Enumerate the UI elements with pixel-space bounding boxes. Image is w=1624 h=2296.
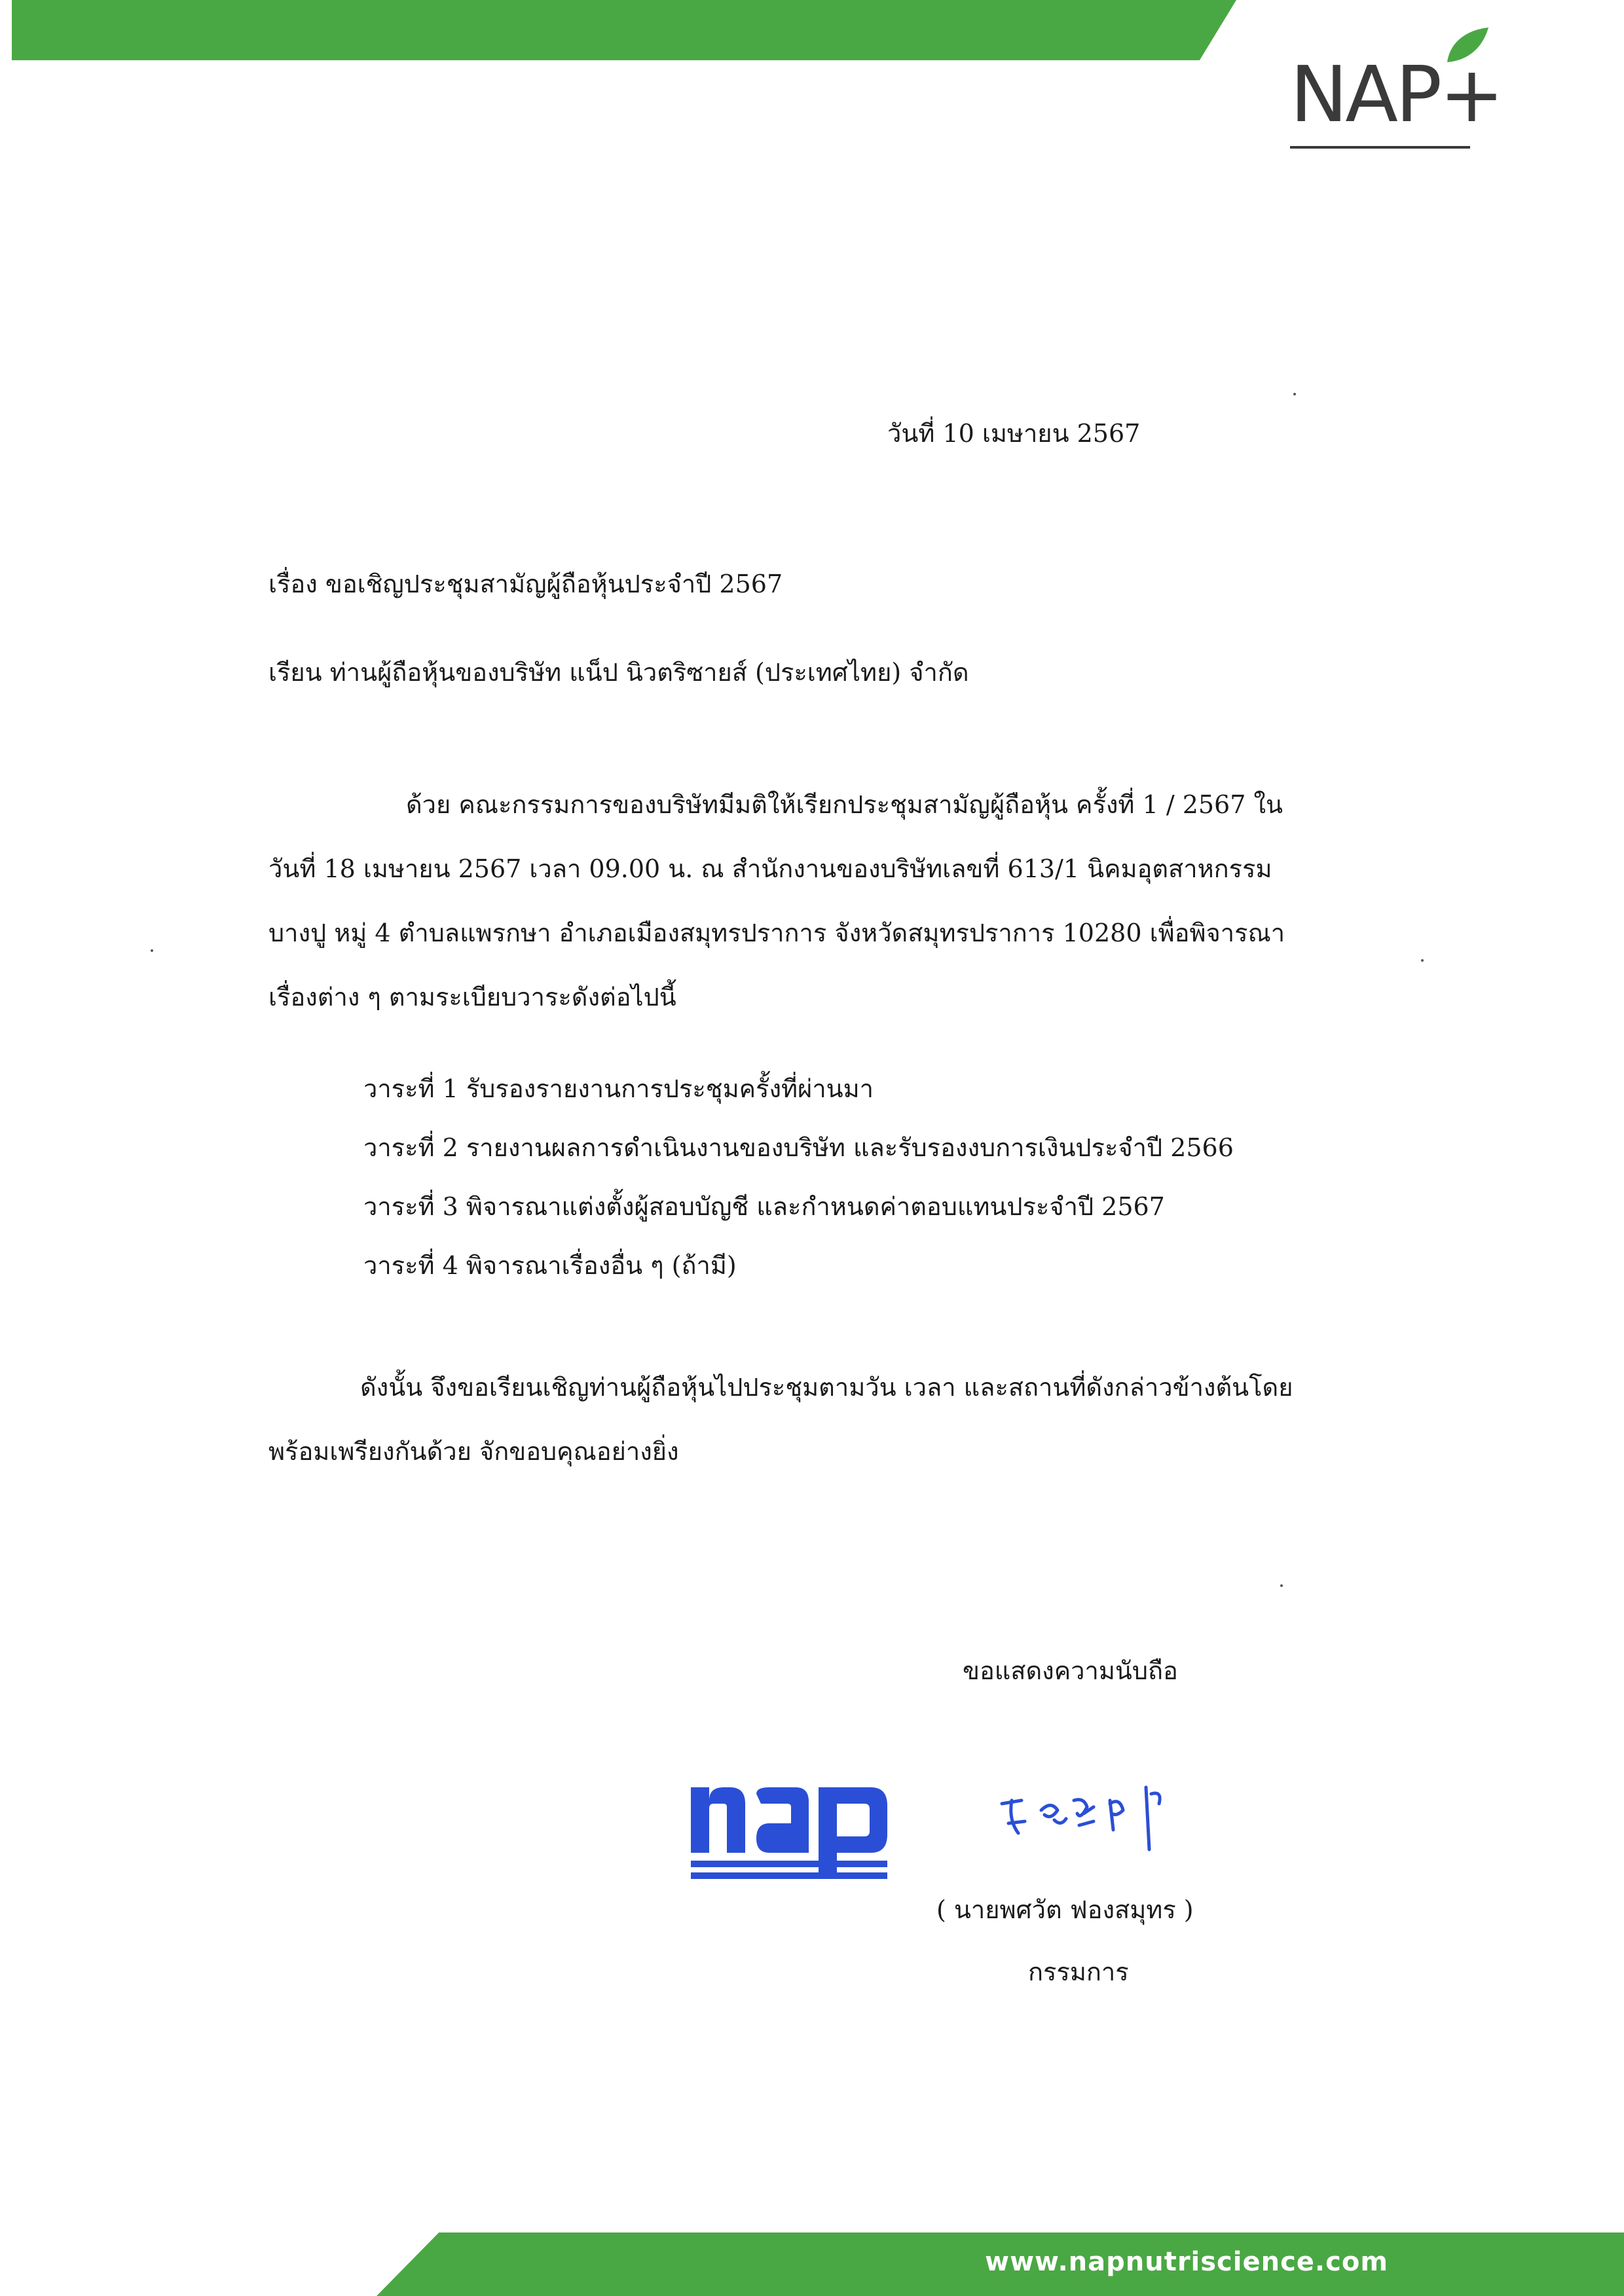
paragraph-line: วันที่ 18 เมษายน 2567 เวลา 09.00 น. ณ สำนักงานของบริษัทเลขที่ 613/1 นิคมอุตสาหกรรม — [268, 854, 1272, 883]
footer-website-link[interactable]: www.napnutriscience.com — [985, 2247, 1388, 2277]
logo-text: NAP+ — [1290, 49, 1502, 139]
agenda-item: วาระที่ 2 รายงานผลการดำเนินงานของบริษัท และรับรองงบการเงินประจำปี 2566 — [363, 1133, 1234, 1162]
agenda-list — [363, 1059, 1234, 1295]
letter-subject: เรื่อง ขอเชิญประชุมสามัญผู้ถือหุ้นประจำปี 2567 — [268, 570, 783, 598]
scan-speck — [1421, 959, 1424, 962]
signature — [989, 1774, 1198, 1859]
paragraph-line: พร้อมเพรียงกันด้วย จักขอบคุณอย่างยิ่ง — [268, 1437, 679, 1466]
header-green-band — [12, 0, 1236, 60]
company-logo — [1277, 26, 1500, 157]
scan-speck — [1293, 393, 1296, 395]
scan-speck — [1280, 1584, 1283, 1587]
paragraph-line: บางปู หมู่ 4 ตำบลแพรกษา อำเภอเมืองสมุทรปราการ จังหวัดสมุทรปราการ 10280 เพื่อพิจารณา — [268, 919, 1285, 947]
signer-title: กรรมการ — [1028, 1958, 1129, 1986]
paragraph-line: ด้วย คณะกรรมการของบริษัทมีมติให้เรียกประชุมสามัญผู้ถือหุ้น ครั้งที่ 1 / 2567 ใน — [406, 790, 1283, 819]
agenda-item: วาระที่ 3 พิจารณาแต่งตั้งผู้สอบบัญชี และกำหนดค่าตอบแทนประจำปี 2567 — [363, 1192, 1165, 1221]
agenda-item: วาระที่ 1 รับรองรายงานการประชุมครั้งที่ผ่านมา — [363, 1074, 874, 1103]
closing-salutation: ขอแสดงความนับถือ — [963, 1656, 1178, 1685]
logo-underline — [1290, 146, 1470, 149]
signer-name: ( นายพศวัต ฟองสมุทร ) — [936, 1895, 1194, 1924]
scan-speck — [151, 949, 153, 952]
agenda-item: วาระที่ 4 พิจารณาเรื่องอื่น ๆ (ถ้ามี) — [363, 1251, 737, 1280]
paragraph-intro — [268, 773, 1401, 1029]
paragraph-line: เรื่องต่าง ๆ ตามระเบียบวาระดังต่อไปนี้ — [268, 983, 676, 1011]
paragraph-line: ดังนั้น จึงขอเรียนเชิญท่านผู้ถือหุ้นไปประชุมตามวัน เวลา และสถานที่ดังกล่าวข้างต้นโดย — [360, 1373, 1293, 1402]
letter-date: วันที่ 10 เมษายน 2567 — [887, 419, 1141, 448]
company-stamp — [688, 1774, 897, 1886]
paragraph-invitation — [268, 1355, 1401, 1484]
letter-recipient: เรียน ท่านผู้ถือหุ้นของบริษัท แน็ป นิวตริซายส์ (ประเทศไทย) จำกัด — [268, 658, 969, 687]
